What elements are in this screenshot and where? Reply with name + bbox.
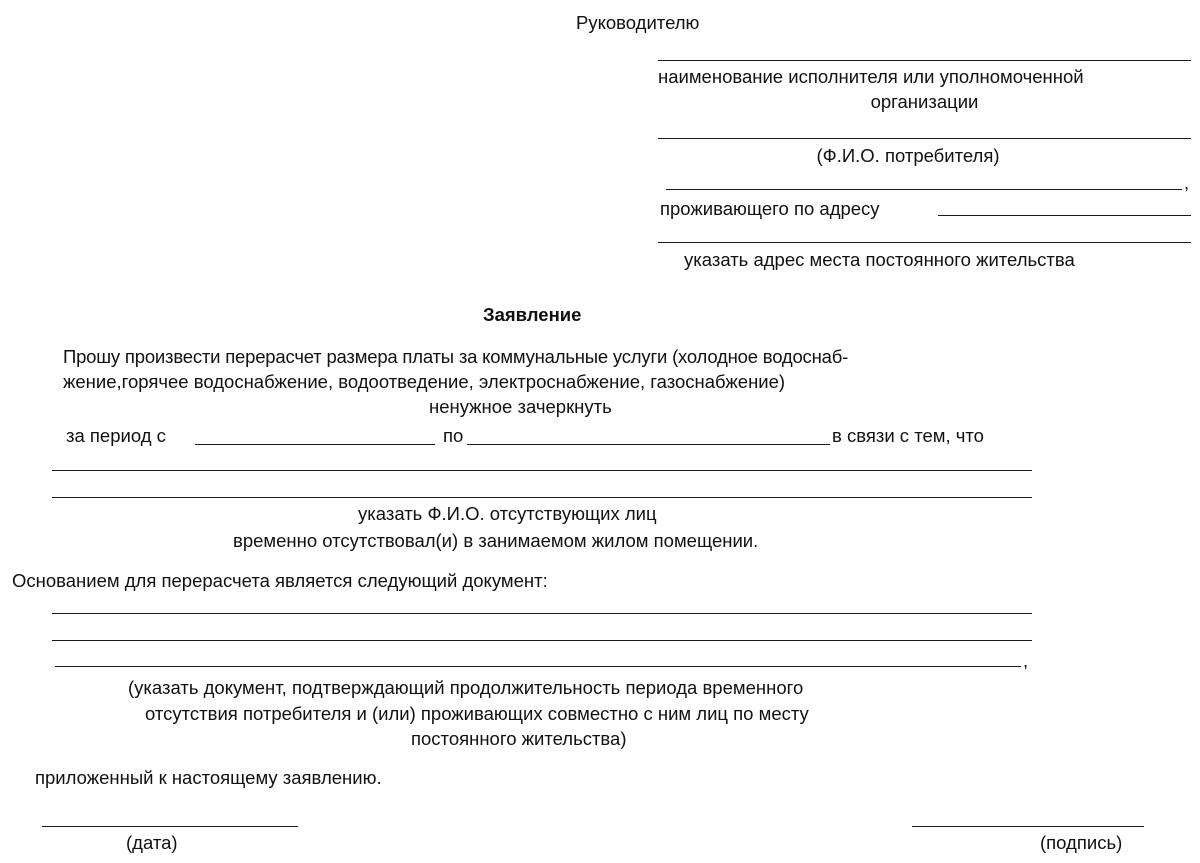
signature-line[interactable]: [912, 826, 1144, 827]
request-text-line-1: Прошу произвести перерасчет размера платы за коммунальные услуги (холодное водоснаб-: [63, 346, 849, 367]
absence-text: временно отсутствовал(и) в занимаемом жилом помещении.: [233, 530, 759, 551]
absent-persons-caption: указать Ф.И.О. отсутствующих лиц: [358, 503, 657, 524]
period-from-label: за период с: [66, 425, 166, 446]
document-title: Заявление: [483, 304, 582, 325]
consumer-caption: (Ф.И.О. потребителя): [816, 145, 1000, 166]
basis-document-line-2[interactable]: [52, 640, 1032, 641]
period-from-line[interactable]: [195, 444, 435, 445]
basis-label: Основанием для перерасчета является следующий документ:: [12, 570, 548, 591]
attached-text: приложенный к настоящему заявлению.: [35, 767, 382, 788]
basis-document-line-3[interactable]: [55, 666, 1021, 667]
consumer-extra-comma: ,: [1184, 172, 1190, 193]
executor-name-line[interactable]: [658, 60, 1191, 61]
period-to-label: по: [443, 425, 464, 446]
basis-document-comma: ,: [1023, 650, 1029, 671]
executor-caption-cont: организации: [870, 91, 979, 112]
strike-note: ненужное зачеркнуть: [429, 396, 612, 417]
basis-document-line-1[interactable]: [52, 613, 1032, 614]
address-line[interactable]: [938, 215, 1191, 216]
document-caption-line-1: (указать документ, подтверждающий продолжительность периода временного: [128, 677, 804, 698]
document-caption-line-2: отсутствия потребителя и (или) проживающих совместно с ним лиц по месту: [145, 703, 809, 724]
absent-persons-line-2[interactable]: [52, 497, 1032, 498]
period-to-line[interactable]: [467, 444, 830, 445]
addressee-label: Руководителю: [576, 12, 700, 33]
address-line-2[interactable]: [658, 242, 1191, 243]
document-caption-line-3: постоянного жительства): [411, 728, 627, 749]
executor-caption: наименование исполнителя или уполномоченной: [658, 66, 1084, 87]
request-text-line-2: жение,горячее водоснабжение, водоотведение, электроснабжение, газоснабжение): [63, 371, 786, 392]
reason-connector: в связи с тем, что: [832, 425, 984, 446]
address-caption: указать адрес места постоянного жительства: [684, 249, 1075, 270]
absent-persons-line-1[interactable]: [52, 470, 1032, 471]
consumer-extra-line[interactable]: [666, 189, 1182, 190]
consumer-name-line[interactable]: [658, 138, 1191, 139]
residing-label: проживающего по адресу: [660, 198, 880, 219]
date-line[interactable]: [42, 826, 298, 827]
date-caption: (дата): [126, 832, 178, 853]
signature-caption: (подпись): [1040, 832, 1123, 853]
